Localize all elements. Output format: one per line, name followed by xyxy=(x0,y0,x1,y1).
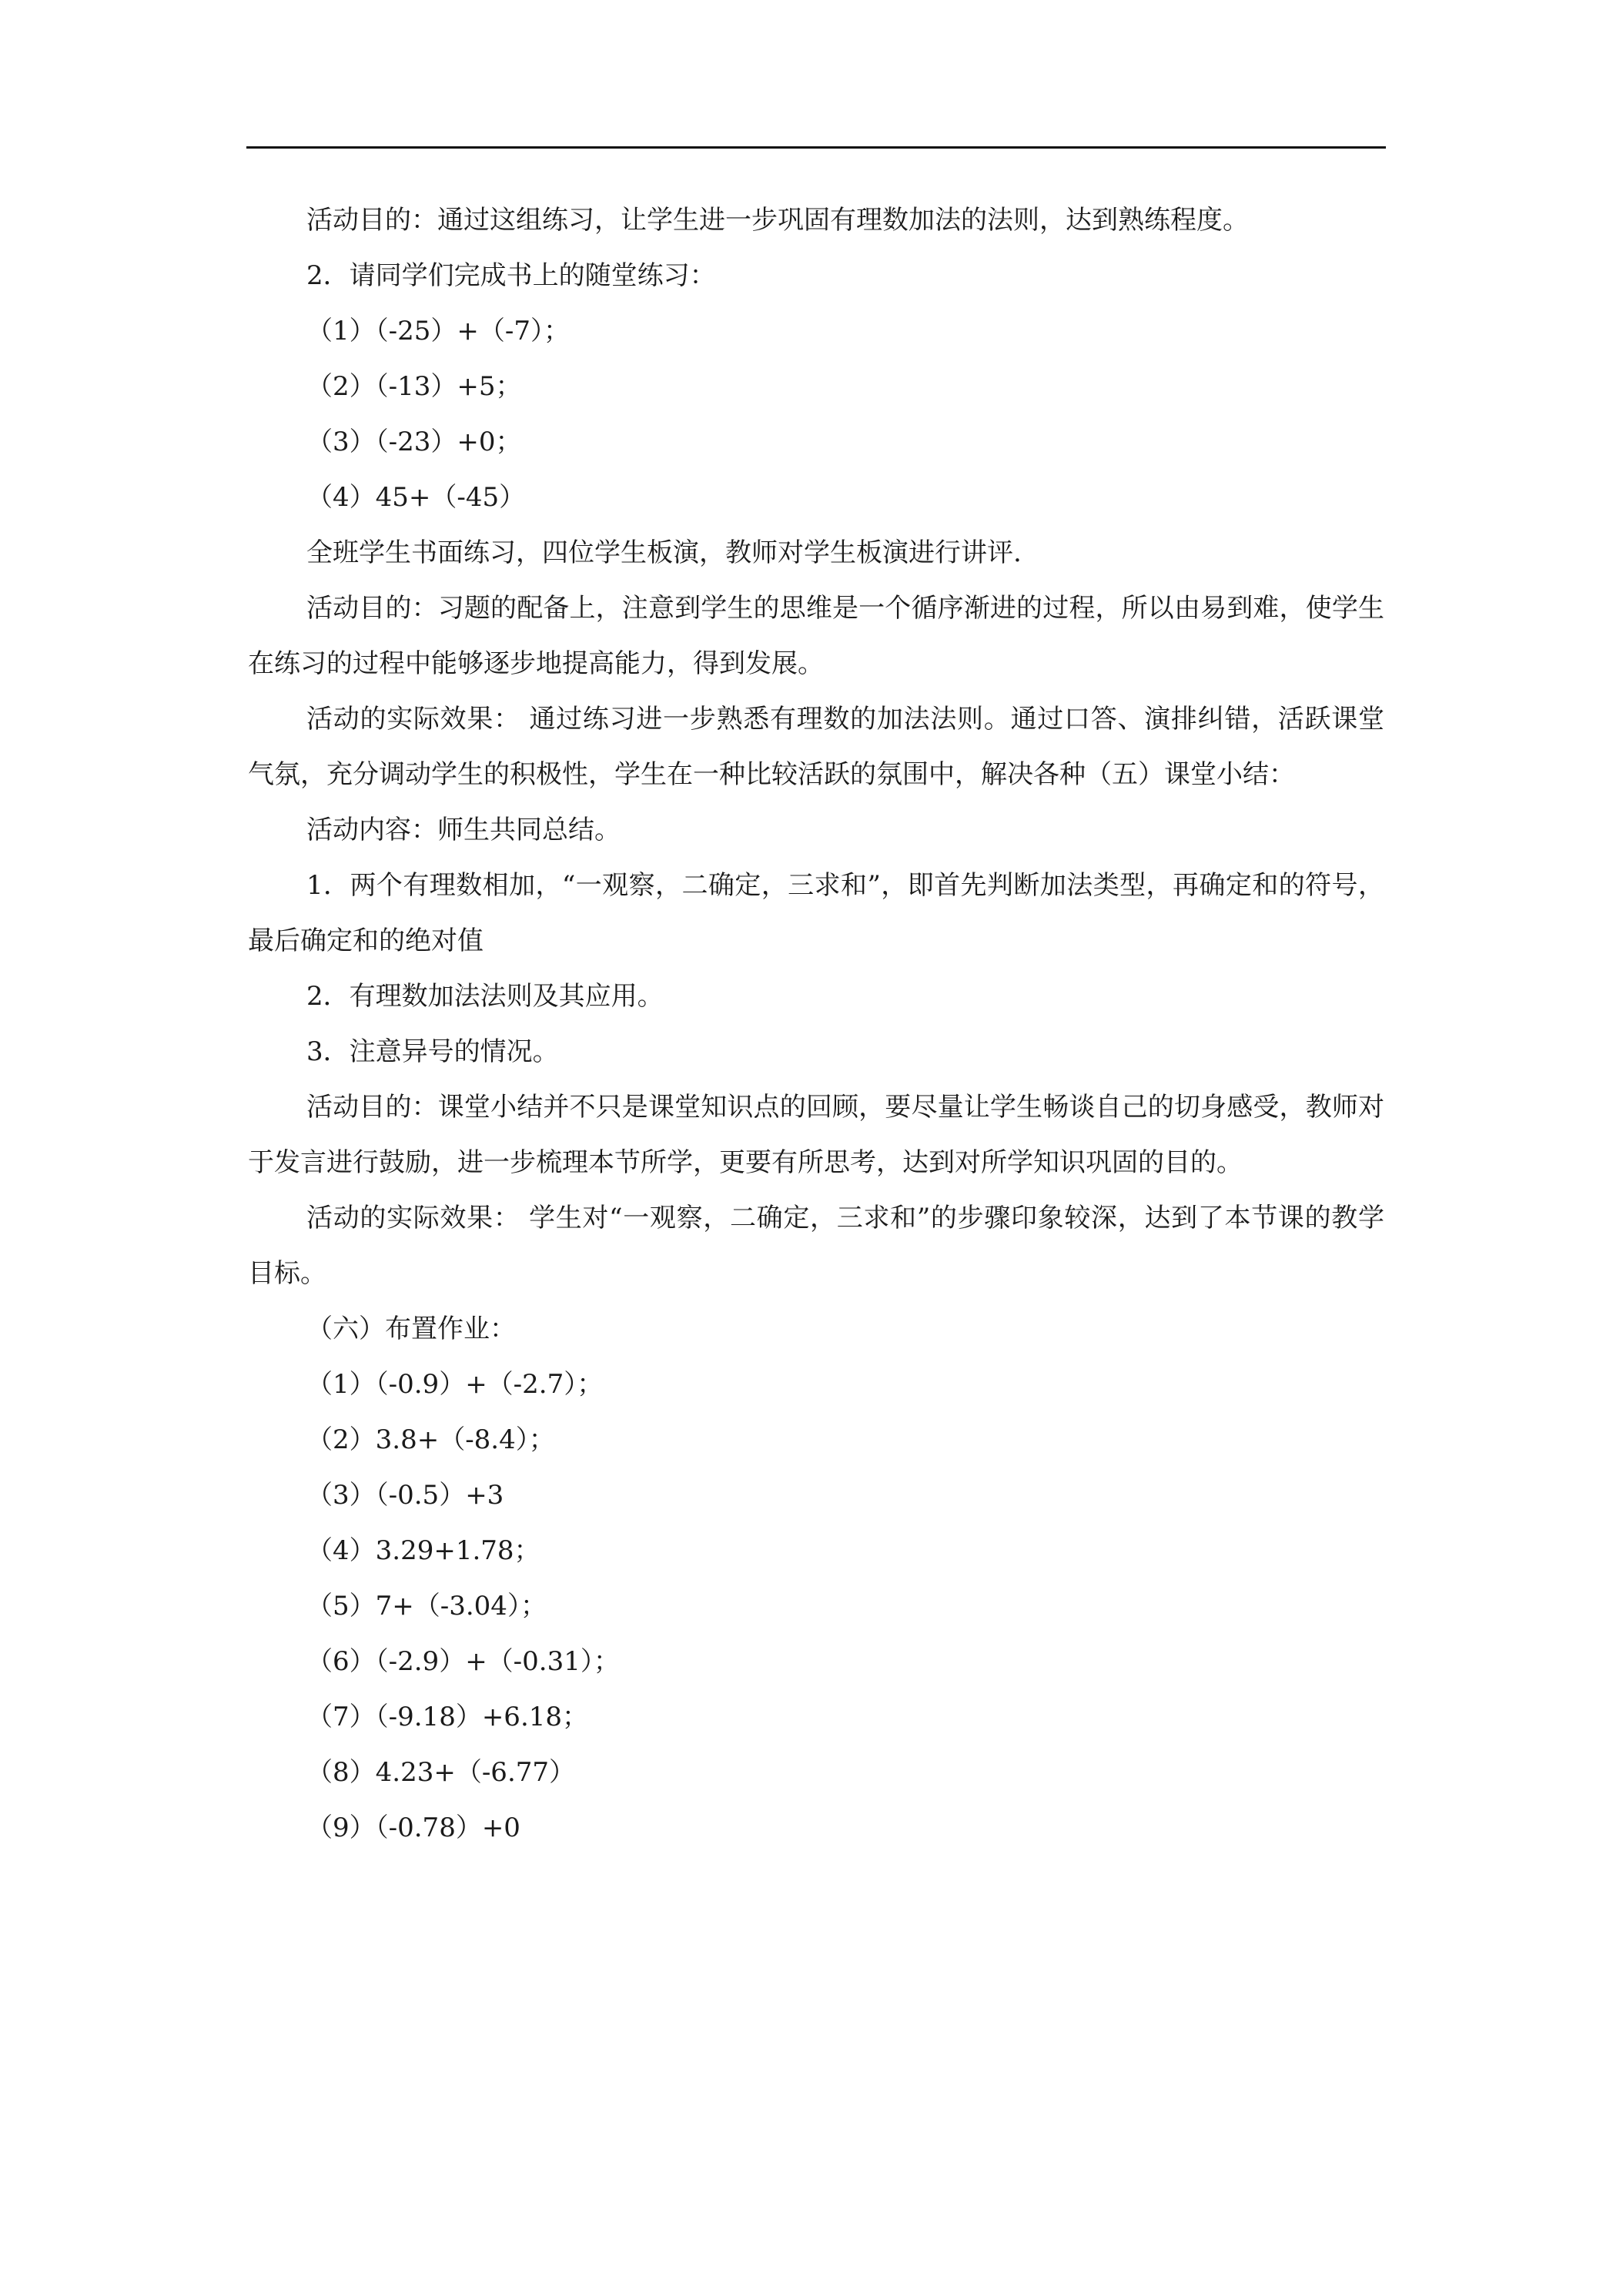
paragraph-exercise-intro: 2．请同学们完成书上的随堂练习： xyxy=(306,260,716,291)
paragraph-activity-goal-2: 活动目的：习题的配备上，注意到学生的思维是一个循序渐进的过程，所以由易到难，使学生在练习的过程中能够逐步地提高能力，得到发展。 xyxy=(248,593,1384,679)
exercise-item: （4）45+（-45） xyxy=(306,482,526,513)
exercise-item: （2）（-13）+5； xyxy=(306,371,522,402)
homework-heading: （六）布置作业： xyxy=(306,1314,516,1344)
homework-item: （6）（-2.9）+（-0.31）； xyxy=(306,1646,620,1677)
paragraph-summary-2: 2．有理数加法法则及其应用。 xyxy=(306,981,664,1012)
paragraph-activity-goal-1: 活动目的：通过这组练习，让学生进一步巩固有理数加法的法则，达到熟练程度。 xyxy=(306,205,1249,236)
paragraph-actual-effect-1: 活动的实际效果： 通过练习进一步熟悉有理数的加法法则。通过口答、演排纠错，活跃课堂气氛，充分调动学生的积极性，学生在一种比较活跃的氛围中，解决各种（五）课堂小结： xyxy=(248,704,1384,790)
paragraph-activity-goal-3: 活动目的：课堂小结并不只是课堂知识点的回顾，要尽量让学生畅谈自己的切身感受，教师对于发言进行鼓励，进一步梳理本节所学，更要有所思考，达到对所学知识巩固的目的。 xyxy=(248,1092,1384,1178)
homework-item: （3）（-0.5）+3 xyxy=(306,1480,504,1511)
exercise-item: （3）（-23）+0； xyxy=(306,427,522,457)
homework-item: （1）（-0.9）+（-2.7）； xyxy=(306,1369,604,1400)
paragraph-activity-content: 活动内容：师生共同总结。 xyxy=(306,815,621,845)
homework-item: （2）3.8+（-8.4）； xyxy=(306,1424,555,1455)
homework-item: （5）7+（-3.04）； xyxy=(306,1591,547,1622)
homework-item: （9）（-0.78）+0 xyxy=(306,1812,520,1843)
paragraph-summary-1: 1．两个有理数相加，“一观察，二确定，三求和”，即首先判断加法类型，再确定和的符号，最后确定和的绝对值 xyxy=(248,870,1384,956)
exercise-item: （1）（-25）+（-7）； xyxy=(306,316,570,346)
header-rule xyxy=(246,146,1386,149)
paragraph-class-practice: 全班学生书面练习，四位学生板演，教师对学生板演进行讲评. xyxy=(306,537,1022,568)
document-body xyxy=(248,192,1384,1856)
paragraph-actual-effect-2: 活动的实际效果： 学生对“一观察，二确定，三求和”的步骤印象较深，达到了本节课的教学目标。 xyxy=(248,1203,1384,1289)
homework-item: （4）3.29+1.78； xyxy=(306,1535,540,1566)
paragraph-summary-3: 3．注意异号的情况。 xyxy=(306,1036,559,1067)
homework-item: （7）（-9.18）+6.18； xyxy=(306,1702,589,1732)
homework-item: （8）4.23+（-6.77） xyxy=(306,1757,576,1788)
